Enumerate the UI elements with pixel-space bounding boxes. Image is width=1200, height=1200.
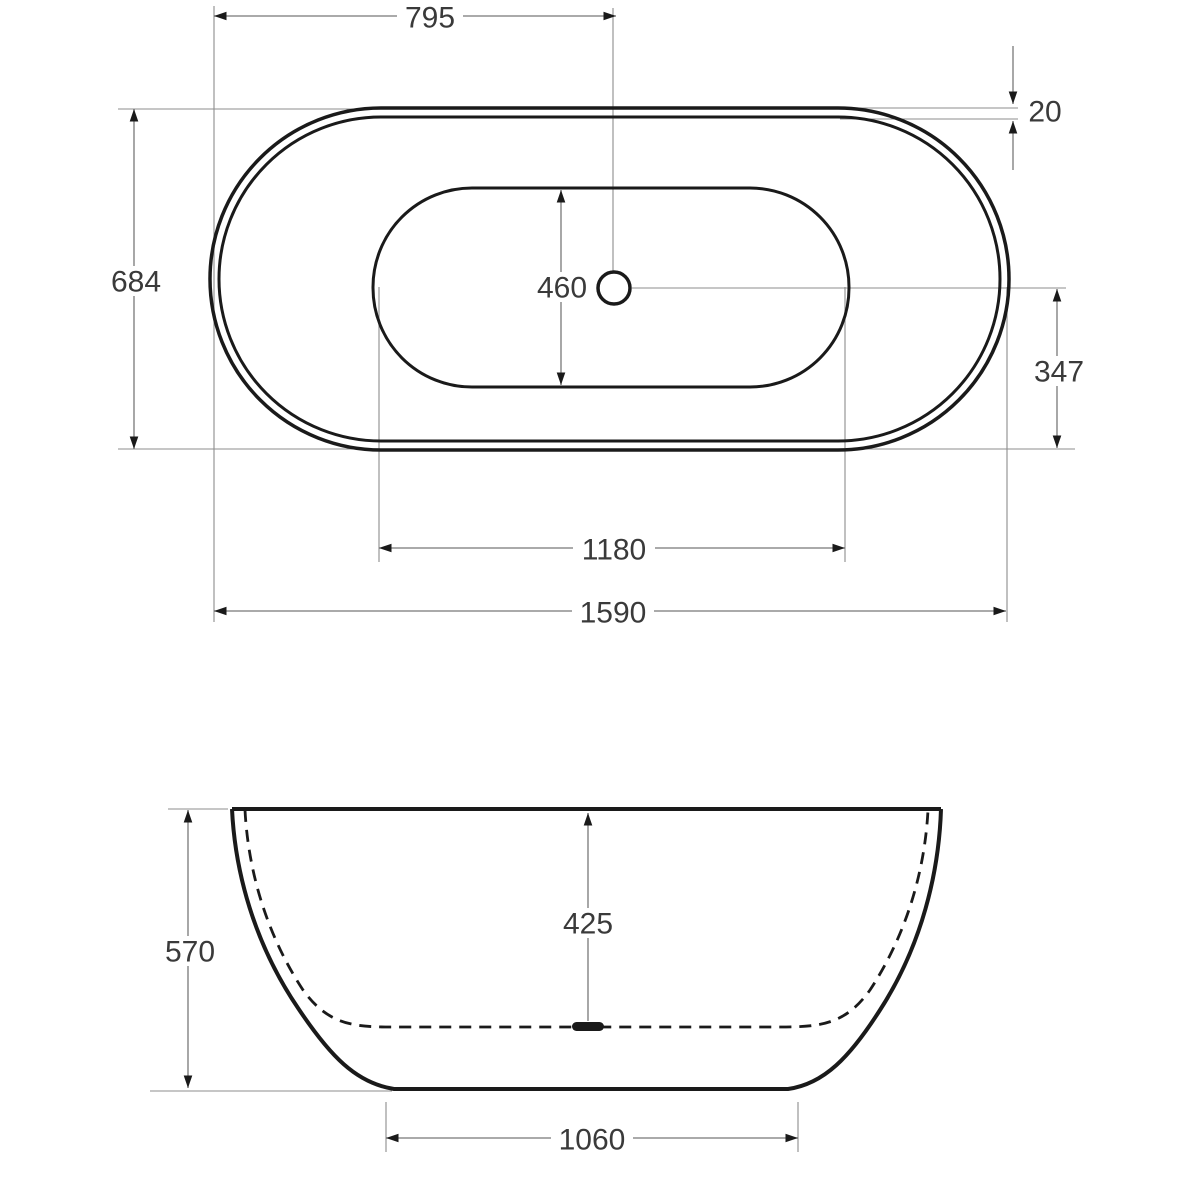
dim-label-1060: 1060 <box>558 1123 626 1157</box>
dim-base-length <box>386 1124 798 1157</box>
dim-label-425: 425 <box>562 907 614 941</box>
dim-label-460: 460 <box>536 271 588 305</box>
dim-drain-offset <box>1026 289 1092 448</box>
dim-label-684: 684 <box>110 265 162 299</box>
dim-center-to-end <box>214 2 616 35</box>
dim-label-795: 795 <box>404 1 456 35</box>
dim-basin-length <box>379 534 845 567</box>
top-view <box>103 2 1092 630</box>
dim-overall-height <box>157 810 223 1088</box>
dim-label-20: 20 <box>1028 95 1062 129</box>
drain-side <box>572 1022 604 1031</box>
dim-label-1180: 1180 <box>581 533 647 567</box>
drain-plan <box>598 272 630 304</box>
dim-basin-width <box>530 190 594 385</box>
dim-overall-width <box>103 109 169 449</box>
dim-inner-depth <box>555 813 621 1021</box>
dim-label-1590: 1590 <box>579 596 647 630</box>
dim-rim-thickness <box>1013 46 1062 170</box>
tub-outer-rim <box>210 108 1009 450</box>
tub-inner-rim <box>219 117 1000 441</box>
dim-overall-length <box>214 597 1006 630</box>
tub-profile <box>232 809 941 1089</box>
side-view <box>150 809 941 1157</box>
dim-label-347: 347 <box>1033 355 1085 389</box>
dim-label-570: 570 <box>164 935 216 969</box>
